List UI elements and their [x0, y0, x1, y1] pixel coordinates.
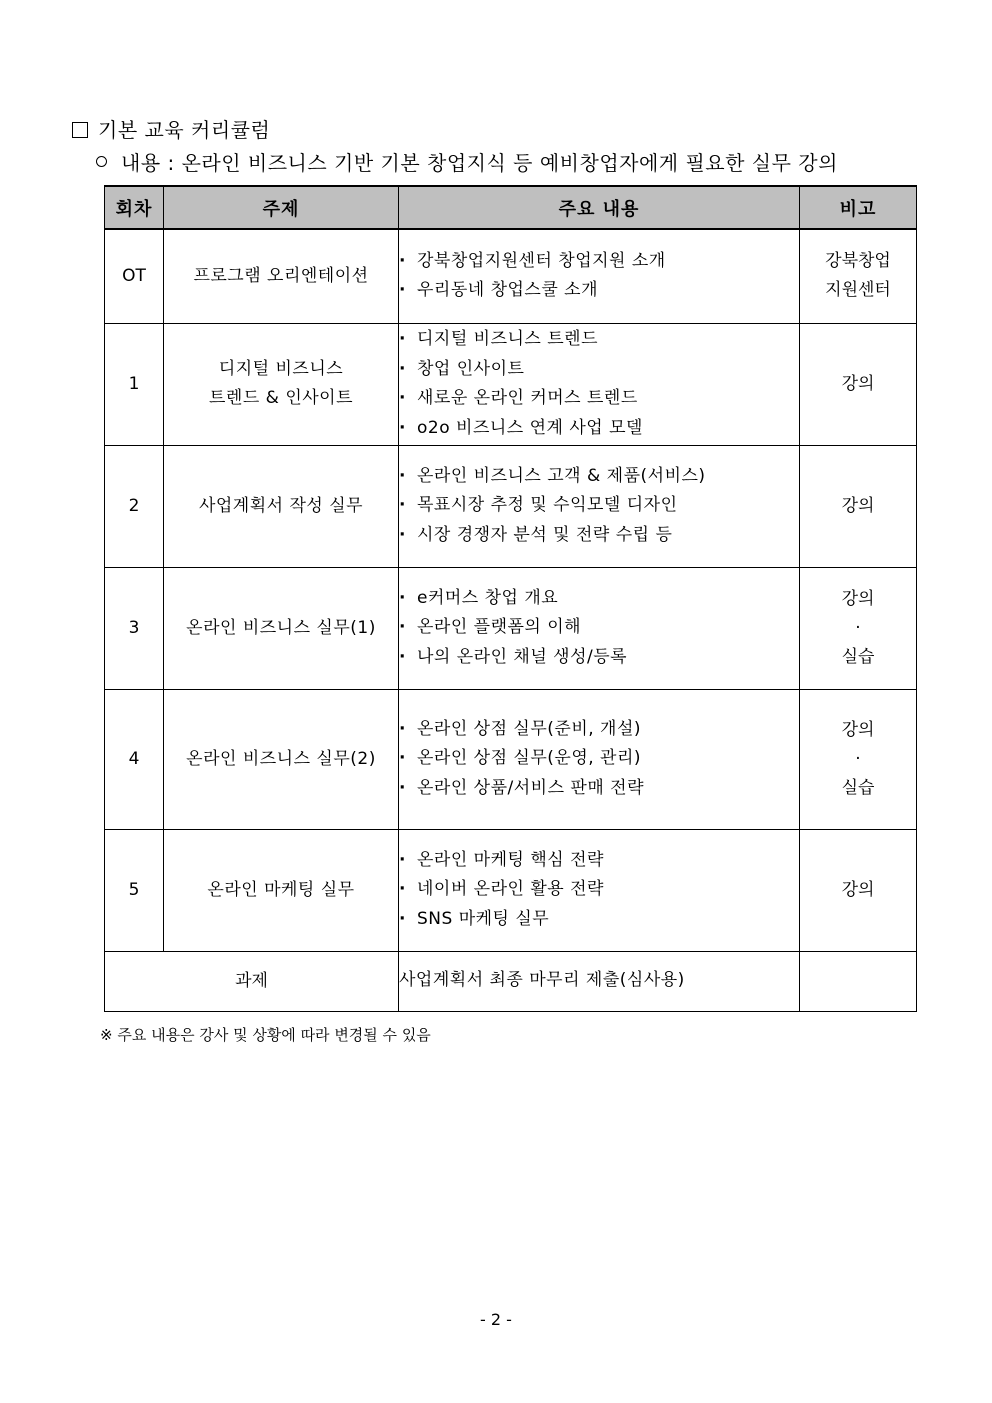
session-cell: 4: [105, 689, 164, 829]
table-header-row: [105, 186, 917, 229]
checkbox-square-icon: [72, 122, 88, 138]
note-line: 실습: [841, 646, 875, 667]
header-topic: 주제: [164, 186, 399, 229]
contents-cell: [399, 689, 800, 829]
topic-line: 온라인 비즈니스 실무(2): [186, 748, 376, 769]
curriculum-table: [104, 185, 917, 1012]
contents-cell: [399, 229, 800, 323]
content-item: · 목표시장 추정 및 수익모델 디자인: [399, 491, 799, 521]
session-cell: 2: [105, 445, 164, 567]
content-item: · 네이버 온라인 활용 전략: [399, 875, 799, 905]
note-line: 강북창업: [825, 251, 891, 272]
contents-cell: [399, 829, 800, 951]
content-item: · 강북창업지원센터 창업지원 소개: [399, 247, 799, 277]
content-item: · 창업 인사이트: [399, 355, 799, 385]
note-cell: [800, 567, 917, 689]
table-row: [105, 323, 917, 445]
content-summary: [96, 147, 838, 176]
topic-line: 디지털 비즈니스: [218, 359, 344, 379]
circle-bullet-icon: [96, 156, 107, 167]
topic-line: 트렌드 & 인사이트: [208, 388, 354, 408]
topic-cell: [164, 229, 399, 323]
topic-line: 온라인 마케팅 실무: [207, 879, 355, 900]
assignment-row: [105, 951, 917, 1011]
contents-cell: [399, 445, 800, 567]
assignment-note: [800, 951, 917, 1011]
topic-cell: [164, 689, 399, 829]
table-row: [105, 229, 917, 323]
content-item: · 새로운 온라인 커머스 트렌드: [399, 384, 799, 414]
note-cell: [800, 229, 917, 323]
topic-cell: [164, 829, 399, 951]
table-row: [105, 445, 917, 567]
note-cell: [800, 829, 917, 951]
page-number: - 2 -: [480, 1310, 512, 1329]
footnote: ※ 주요 내용은 강사 및 상황에 따라 변경될 수 있음: [100, 1026, 431, 1044]
content-summary-text: 내용 : 온라인 비즈니스 기반 기본 창업지식 등 예비창업자에게 필요한 실무 강의: [121, 151, 838, 175]
content-item: · 우리동네 창업스쿨 소개: [399, 276, 799, 306]
note-line: 지원센터: [825, 280, 891, 301]
topic-cell: [164, 445, 399, 567]
assignment-content: 사업계획서 최종 마무리 제출(심사용): [399, 951, 800, 1011]
header-contents: 주요 내용: [399, 186, 800, 229]
session-cell: 5: [105, 829, 164, 951]
topic-cell: [164, 323, 399, 445]
section-title-text: 기본 교육 커리큘럼: [98, 118, 271, 142]
content-item: · 온라인 플랫폼의 이해: [399, 613, 799, 643]
content-item: · e커머스 창업 개요: [399, 584, 799, 614]
content-item: · 나의 온라인 채널 생성/등록: [399, 643, 799, 673]
table-row: [105, 689, 917, 829]
content-item: · 온라인 비즈니스 고객 & 제품(서비스): [399, 462, 799, 492]
note-line: 강의: [841, 719, 875, 740]
topic-line: 사업계획서 작성 실무: [198, 495, 364, 516]
topic-line: 온라인 비즈니스 실무(1): [186, 617, 376, 638]
topic-line: 프로그램 오리엔테이션: [193, 265, 369, 286]
session-cell: OT: [105, 229, 164, 323]
topic-cell: [164, 567, 399, 689]
content-item: · 온라인 마케팅 핵심 전략: [399, 846, 799, 876]
note-line: 강의: [841, 495, 875, 516]
note-line: ·: [855, 748, 861, 769]
header-note: 비고: [800, 186, 917, 229]
section-title: [72, 114, 270, 143]
note-cell: [800, 445, 917, 567]
content-item: · SNS 마케팅 실무: [399, 905, 799, 935]
content-item: · 온라인 상품/서비스 판매 전략: [399, 774, 799, 804]
note-line: ·: [855, 617, 861, 638]
content-item: · 온라인 상점 실무(운영, 관리): [399, 744, 799, 774]
contents-cell: [399, 323, 800, 445]
session-cell: 3: [105, 567, 164, 689]
table-row: [105, 567, 917, 689]
header-session: 회차: [105, 186, 164, 229]
contents-cell: [399, 567, 800, 689]
content-item: · o2o 비즈니스 연계 사업 모델: [399, 414, 799, 444]
note-line: 강의: [841, 373, 875, 394]
content-item: · 디지털 비즈니스 트렌드: [399, 325, 799, 355]
assignment-label: 과제: [105, 951, 399, 1011]
session-cell: 1: [105, 323, 164, 445]
note-line: 강의: [841, 879, 875, 900]
content-item: · 온라인 상점 실무(준비, 개설): [399, 715, 799, 745]
content-item: · 시장 경쟁자 분석 및 전략 수립 등: [399, 521, 799, 551]
table-row: [105, 829, 917, 951]
note-cell: [800, 689, 917, 829]
note-cell: [800, 323, 917, 445]
note-line: 실습: [841, 777, 875, 798]
note-line: 강의: [841, 588, 875, 609]
